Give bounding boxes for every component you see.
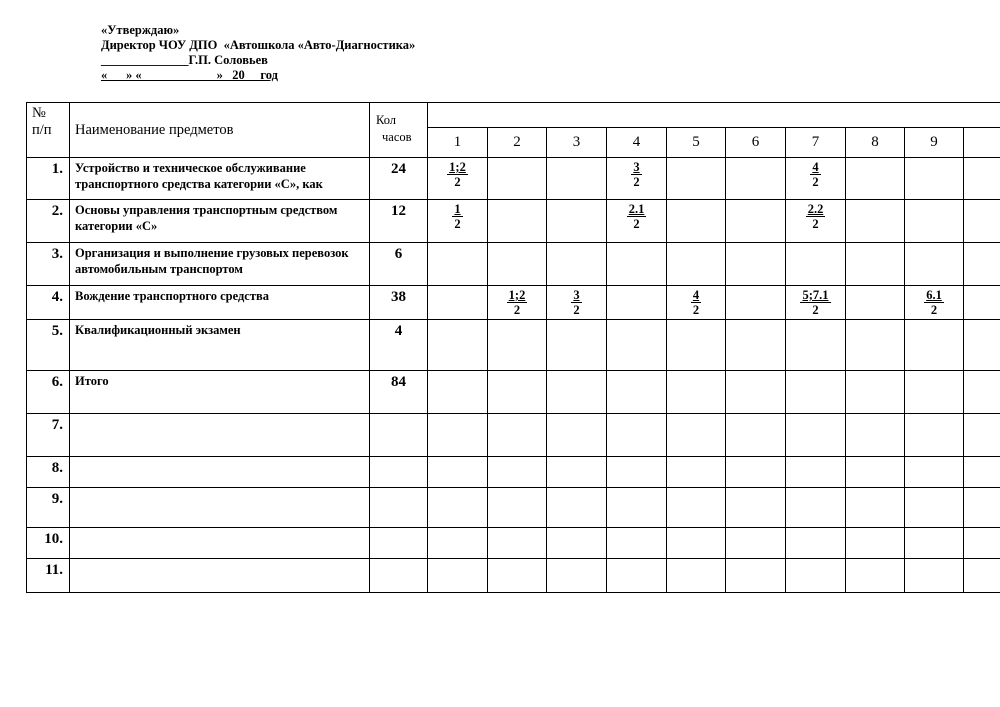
subject-name: Устройство и техническое обслуживание транспортного средства категории «С», как [70,158,370,200]
header-day-6: 6 [726,128,786,158]
day-cell [905,243,964,286]
day-cell [726,371,786,414]
approval-block [101,23,415,83]
day-cell [488,243,547,286]
lesson-fraction [627,202,647,231]
lesson-topic: 4 [692,288,700,302]
subject-hours: 6 [370,243,428,286]
day-cell [964,158,1000,200]
lesson-hours: 2 [454,217,461,231]
day-cell [428,488,488,528]
lesson-hours: 2 [812,175,819,189]
lesson-fraction [447,160,468,189]
day-cell [786,488,846,528]
day-cell [726,200,786,243]
day-cell [726,488,786,528]
day-cell [607,200,667,243]
day-cell [488,200,547,243]
day-cell [667,488,726,528]
day-cell [964,528,1000,559]
header-day-4: 4 [607,128,667,158]
day-cell [726,158,786,200]
day-cell [547,457,607,488]
row-number: 1. [27,158,70,200]
day-cell [607,320,667,371]
lesson-hours: 2 [633,175,640,189]
lesson-fraction [810,160,820,189]
subject-hours [370,488,428,528]
day-cell [786,200,846,243]
day-cell [846,488,905,528]
day-cell [428,243,488,286]
day-cell [488,371,547,414]
row-number: 4. [27,286,70,320]
day-cell [488,286,547,320]
header-hours [370,103,428,158]
day-cell [547,414,607,457]
lesson-topic: 1;2 [449,160,466,174]
subject-name: Квалификационный экзамен [70,320,370,371]
day-cell [964,243,1000,286]
approval-title: «Утверждаю» [101,23,180,37]
subject-hours: 24 [370,158,428,200]
day-cell [786,158,846,200]
header-day-9: 9 [905,128,964,158]
lesson-hours: 2 [930,303,938,317]
day-cell [667,559,726,593]
day-cell [667,457,726,488]
day-cell [667,371,726,414]
lesson-topic: 2.2 [807,202,824,216]
subject-hours: 38 [370,286,428,320]
day-cell [667,200,726,243]
row-number: 5. [27,320,70,371]
day-cell [846,371,905,414]
day-cell [905,286,964,320]
day-cell [905,320,964,371]
header-hours-line1: Кол [376,113,397,127]
subject-name [70,488,370,528]
day-cell [607,528,667,559]
row-number: 10. [27,528,70,559]
day-cell [726,559,786,593]
lesson-fraction [800,288,830,317]
day-cell [726,320,786,371]
day-cell [547,320,607,371]
row-number: 6. [27,371,70,414]
day-cell [428,414,488,457]
day-cell [964,286,1000,320]
day-cell [607,488,667,528]
table-row [27,371,1000,414]
header-days-span [428,103,1000,128]
day-cell [667,528,726,559]
header-subject-name: Наименование предметов [70,103,370,158]
header-day-3: 3 [547,128,607,158]
lesson-fraction [507,288,528,317]
row-number: 9. [27,488,70,528]
day-cell [488,414,547,457]
schedule-table [26,102,1000,593]
lesson-hours: 2 [812,303,819,317]
day-cell [786,528,846,559]
table-row [27,320,1000,371]
lesson-hours: 2 [573,303,580,317]
header-day-2: 2 [488,128,547,158]
lesson-fraction [806,202,826,231]
day-cell [786,243,846,286]
day-cell [726,243,786,286]
table-row [27,200,1000,243]
lesson-topic: 2.1 [628,202,645,216]
day-cell [964,488,1000,528]
subject-hours [370,457,428,488]
day-cell [964,457,1000,488]
day-cell [547,371,607,414]
day-cell [488,457,547,488]
day-cell [428,457,488,488]
day-cell [547,200,607,243]
subject-name [70,559,370,593]
day-cell [667,320,726,371]
table-row [27,488,1000,528]
header-hours-line2: часов [382,130,412,144]
day-cell [428,559,488,593]
day-cell [726,528,786,559]
day-cell [905,559,964,593]
lesson-fraction [452,202,462,231]
lesson-topic: 6.1 [926,288,942,302]
approval-date: «___» «____________» 20__ год [101,68,278,82]
day-cell [964,200,1000,243]
table-row [27,243,1000,286]
subject-hours: 12 [370,200,428,243]
header-day-1: 1 [428,128,488,158]
header-row-top [27,103,1000,128]
lesson-topic: 5;7.1 [802,288,829,302]
lesson-topic: 4 [812,160,819,174]
day-cell [905,528,964,559]
day-cell [846,158,905,200]
table-row [27,457,1000,488]
lesson-hours: 2 [633,217,640,231]
day-cell [964,320,1000,371]
day-cell [547,488,607,528]
day-cell [905,414,964,457]
subject-name [70,528,370,559]
lesson-topic: 3 [573,288,580,302]
day-cell [846,559,905,593]
day-cell [846,243,905,286]
day-cell [607,414,667,457]
day-cell [488,158,547,200]
day-cell [607,158,667,200]
day-cell [488,488,547,528]
header-num: № п/п [27,103,70,158]
day-cell [428,371,488,414]
row-number: 7. [27,414,70,457]
day-cell [488,559,547,593]
day-cell [547,559,607,593]
day-cell [428,286,488,320]
subject-name: Вождение транспортного средства [70,286,370,320]
day-cell [846,457,905,488]
day-cell [488,528,547,559]
day-cell [547,286,607,320]
day-cell [786,457,846,488]
day-cell [846,414,905,457]
subject-hours: 84 [370,371,428,414]
day-cell [547,243,607,286]
table-row [27,528,1000,559]
day-cell [905,371,964,414]
day-cell [667,158,726,200]
day-cell [786,414,846,457]
row-number: 8. [27,457,70,488]
row-number: 11. [27,559,70,593]
subject-name [70,414,370,457]
lesson-hours: 2 [513,303,521,317]
day-cell [428,528,488,559]
day-cell [905,158,964,200]
table-row [27,414,1000,457]
day-cell [846,320,905,371]
day-cell [607,286,667,320]
lesson-hours: 2 [692,303,700,317]
lesson-fraction [631,160,641,189]
day-cell [964,371,1000,414]
header-day-10 [964,128,1000,158]
day-cell [428,320,488,371]
table-row [27,559,1000,593]
day-cell [488,320,547,371]
day-cell [547,158,607,200]
subject-hours [370,414,428,457]
subject-name: Основы управления транспортным средством категории «С» [70,200,370,243]
day-cell [607,559,667,593]
header-day-7: 7 [786,128,846,158]
subject-name: Итого [70,371,370,414]
day-cell [428,200,488,243]
subject-name: Организация и выполнение грузовых перевозок автомобильным транспортом [70,243,370,286]
day-cell [667,243,726,286]
subject-hours [370,559,428,593]
lesson-topic: 3 [633,160,640,174]
day-cell [964,414,1000,457]
day-cell [846,200,905,243]
day-cell [786,286,846,320]
day-cell [964,559,1000,593]
day-cell [786,320,846,371]
day-cell [786,559,846,593]
day-cell [726,457,786,488]
day-cell [905,457,964,488]
day-cell [607,457,667,488]
subject-name [70,457,370,488]
day-cell [428,158,488,200]
subject-hours [370,528,428,559]
day-cell [786,371,846,414]
table-row [27,286,1000,320]
row-number: 2. [27,200,70,243]
subject-hours: 4 [370,320,428,371]
day-cell [667,286,726,320]
day-cell [667,414,726,457]
row-number: 3. [27,243,70,286]
day-cell [846,528,905,559]
lesson-topic: 1;2 [508,288,526,302]
day-cell [726,286,786,320]
lesson-hours: 2 [454,175,461,189]
day-cell [607,243,667,286]
lesson-fraction [571,288,581,317]
day-cell [846,286,905,320]
lesson-hours: 2 [812,217,819,231]
header-day-5: 5 [667,128,726,158]
day-cell [547,528,607,559]
header-day-8: 8 [846,128,905,158]
day-cell [905,488,964,528]
lesson-topic: 1 [454,202,461,216]
table-row [27,158,1000,200]
approval-position: Директор ЧОУ ДПО «Автошкола «Авто-Диагностика» [101,38,416,52]
approval-signature: ______________Г.П. Соловьев [101,53,268,67]
day-cell [607,371,667,414]
lesson-fraction [924,288,944,317]
day-cell [726,414,786,457]
lesson-fraction [691,288,701,317]
day-cell [905,200,964,243]
